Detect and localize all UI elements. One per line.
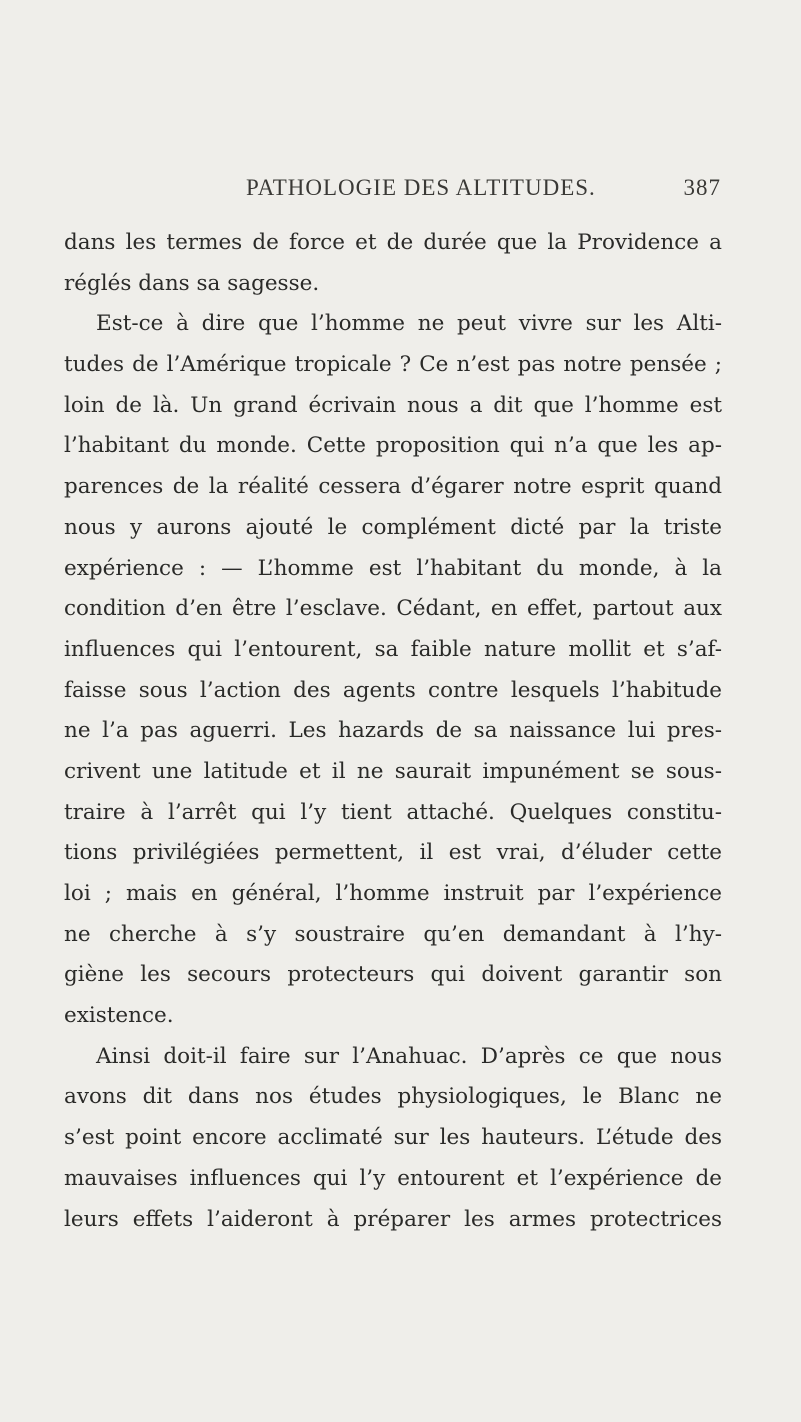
text-line: influences qui l’entourent, sa faible nature mollit et s’af-: [64, 636, 722, 662]
text-line: traire à l’arrêt qui l’y tient attaché. Quelques constitu-: [64, 799, 722, 825]
running-title: PATHOLOGIE DES ALTITUDES.: [246, 175, 596, 200]
text-line: existence.: [64, 1003, 174, 1029]
text-line: ne cherche à s’y soustraire qu’en demandant à l’hy-: [64, 921, 722, 947]
paragraph-first-line: Ainsi doit-il faire sur l’Anahuac. D’après ce que nous: [96, 1043, 722, 1069]
text-line: s’est point encore acclimaté sur les hauteurs. L’étude des: [64, 1125, 722, 1151]
text-line: loi ; mais en général, l’homme instruit par l’expérience: [64, 881, 722, 906]
paragraph-first-line: Est-ce à dire que l’homme ne peut vivre sur les Alti-: [96, 311, 722, 337]
text-line: parences de la réalité cessera d’égarer notre esprit quand: [64, 474, 722, 500]
body-text: [64, 223, 722, 1240]
text-line: crivent une latitude et il ne saurait impunément se sous-: [64, 758, 722, 784]
page-number: 387: [683, 175, 721, 200]
text-line: expérience : — L’homme est l’habitant du monde, à la: [64, 555, 722, 581]
text-line: tions privilégiées permettent, il est vrai, d’éluder cette: [64, 840, 722, 866]
text-line: dans les termes de force et de durée que la Providence a: [64, 230, 722, 255]
text-line: loin de là. Un grand écrivain nous a dit que l’homme est: [64, 392, 722, 418]
text-line: leurs effets l’aideront à préparer les armes protectrices: [64, 1206, 722, 1232]
text-line: giène les secours protecteurs qui doivent garantir son: [64, 962, 722, 988]
text-line: avons dit dans nos études physiologiques, le Blanc ne: [64, 1084, 722, 1110]
text-line: mauvaises influences qui l’y entourent et l’expérience de: [64, 1165, 722, 1191]
text-line: l’habitant du monde. Cette proposition qui n’a que les ap-: [64, 433, 722, 459]
text-line: réglés dans sa sagesse.: [64, 270, 320, 296]
text-line: ne l’a pas aguerri. Les hazards de sa naissance lui pres-: [64, 718, 722, 744]
text-line: nous y aurons ajouté le complément dicté par la triste: [64, 514, 722, 540]
text-line: faisse sous l’action des agents contre lesquels l’habitude: [64, 677, 722, 703]
text-line: tudes de l’Amérique tropicale ? Ce n’est pas notre pensée ;: [64, 352, 722, 378]
text-line: condition d’en être l’esclave. Cédant, en effet, partout aux: [64, 596, 722, 622]
